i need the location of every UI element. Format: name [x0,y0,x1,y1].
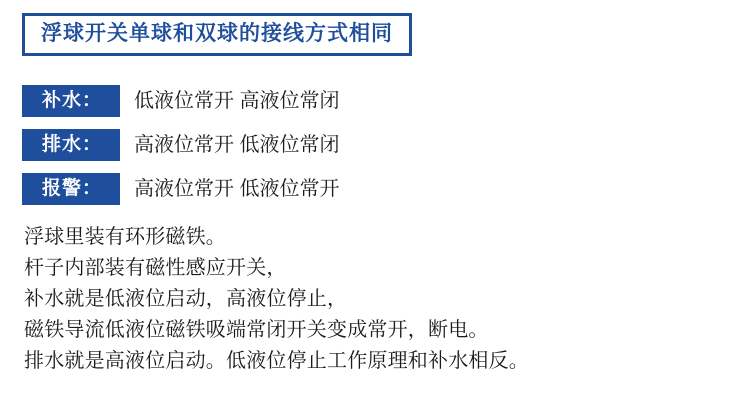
mode-tag-label: 补水： [22,85,120,117]
mode-list [22,80,722,212]
mode-row-alarm [22,168,722,210]
title-box [22,13,412,56]
note-line: 浮球里装有环形磁铁。 [24,226,226,248]
mode-row-water-supply [22,80,722,122]
mode-tag-label: 排水： [22,129,120,161]
mode-description: 高液位常开 低液位常闭 [134,134,340,156]
mode-description: 高液位常开 低液位常开 [134,178,340,200]
page-title: 浮球开关单球和双球的接线方式相同 [41,22,393,45]
mode-description: 低液位常开 高液位常闭 [134,90,340,112]
mode-row-drainage [22,124,722,166]
note-line: 杆子内部装有磁性感应开关， [24,257,287,279]
mode-tag-label: 报警： [22,173,120,205]
title-banner [22,13,412,56]
note-line: 排水就是高液位启动。低液位停止工作原理和补水相反。 [24,350,529,372]
notes-block [24,222,736,377]
note-line: 磁铁导流低液位磁铁吸端常闭开关变成常开，断电。 [24,319,489,341]
note-line: 补水就是低液位启动，高液位停止， [24,288,348,310]
